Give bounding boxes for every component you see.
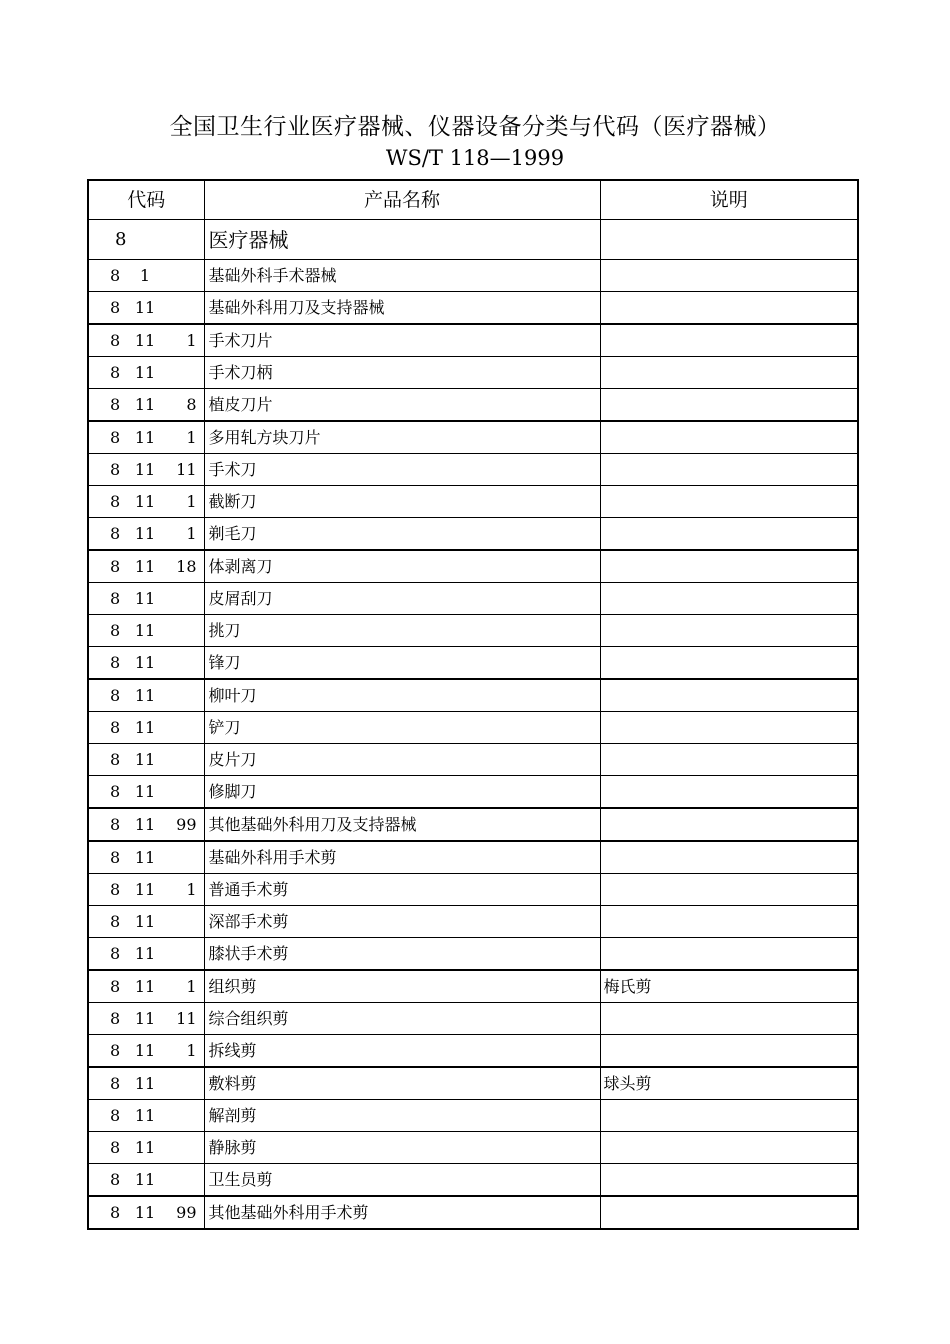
note-cell — [600, 647, 858, 680]
note-cell — [600, 1100, 858, 1132]
code-part-3: 8 — [186, 394, 197, 414]
note-cell — [600, 1003, 858, 1035]
note-cell — [600, 550, 858, 583]
product-name-cell: 基础外科手术器械 — [204, 260, 600, 292]
code-part-3: 18 — [176, 556, 197, 576]
note-cell — [600, 324, 858, 357]
code-part-2: 11 — [134, 620, 156, 640]
code-cell — [88, 583, 204, 615]
code-part-1: 8 — [110, 717, 121, 737]
table-row — [88, 744, 858, 776]
table-row — [88, 615, 858, 647]
note-cell — [600, 454, 858, 486]
product-name-cell: 基础外科用刀及支持器械 — [204, 292, 600, 325]
code-part-1: 8 — [110, 1202, 121, 1222]
header-code: 代码 — [88, 180, 204, 220]
product-name-cell: 柳叶刀 — [204, 679, 600, 712]
code-cell — [88, 712, 204, 744]
product-name-cell: 剃毛刀 — [204, 518, 600, 551]
code-part-3: 1 — [186, 1040, 197, 1060]
standard-number: WS/T 118—1999 — [385, 146, 565, 170]
table-row — [88, 260, 858, 292]
code-part-2: 11 — [134, 394, 156, 414]
code-part-2: 11 — [134, 847, 156, 867]
code-part-2: 11 — [134, 523, 156, 543]
code-cell — [88, 1003, 204, 1035]
note-cell — [600, 421, 858, 454]
code-part-2: 11 — [134, 427, 156, 447]
code-part-1: 8 — [115, 228, 127, 250]
code-part-2: 11 — [134, 685, 156, 705]
product-name-cell: 手术刀片 — [204, 324, 600, 357]
code-part-1: 8 — [110, 781, 121, 801]
note-cell — [600, 486, 858, 518]
code-part-1: 8 — [110, 911, 121, 931]
note-cell — [600, 841, 858, 874]
code-part-1: 8 — [110, 556, 121, 576]
code-cell — [88, 776, 204, 809]
code-part-2: 11 — [134, 1202, 156, 1222]
product-name-cell: 锋刀 — [204, 647, 600, 680]
code-part-2: 11 — [134, 459, 156, 479]
code-part-2: 11 — [134, 652, 156, 672]
code-cell — [88, 357, 204, 389]
code-part-3: 1 — [186, 491, 197, 511]
code-part-2: 1 — [139, 265, 151, 285]
code-cell — [88, 260, 204, 292]
code-cell — [88, 421, 204, 454]
product-name-cell: 手术刀柄 — [204, 357, 600, 389]
code-part-2: 11 — [134, 781, 156, 801]
product-name-cell: 拆线剪 — [204, 1035, 600, 1068]
code-cell — [88, 1035, 204, 1068]
note-cell — [600, 1164, 858, 1197]
classification-table — [87, 179, 859, 1230]
note-cell — [600, 808, 858, 841]
table-row — [88, 841, 858, 874]
note-cell — [600, 583, 858, 615]
table-row — [88, 550, 858, 583]
note-cell — [600, 906, 858, 938]
code-part-2: 11 — [134, 588, 156, 608]
code-part-2: 11 — [134, 749, 156, 769]
code-cell — [88, 647, 204, 680]
table-row — [88, 518, 858, 551]
code-cell — [88, 220, 204, 260]
code-part-2: 11 — [134, 717, 156, 737]
code-part-2: 11 — [134, 976, 156, 996]
code-part-2: 11 — [134, 879, 156, 899]
code-part-3: 11 — [176, 1008, 197, 1028]
code-cell — [88, 1196, 204, 1229]
table-header-row — [88, 180, 858, 220]
code-part-3: 1 — [186, 427, 197, 447]
code-part-2: 11 — [134, 491, 156, 511]
code-part-1: 8 — [110, 265, 121, 285]
code-part-1: 8 — [110, 749, 121, 769]
table-row — [88, 421, 858, 454]
product-name-cell: 手术刀 — [204, 454, 600, 486]
code-part-3: 11 — [176, 459, 197, 479]
code-part-1: 8 — [110, 1073, 121, 1093]
note-cell: 球头剪 — [600, 1067, 858, 1100]
product-name-cell: 挑刀 — [204, 615, 600, 647]
note-cell — [600, 874, 858, 906]
code-part-2: 11 — [134, 943, 156, 963]
code-part-2: 11 — [134, 1137, 156, 1157]
code-cell — [88, 938, 204, 971]
code-part-2: 11 — [134, 1105, 156, 1125]
table-row — [88, 808, 858, 841]
code-cell — [88, 1100, 204, 1132]
note-cell: 梅氏剪 — [600, 970, 858, 1003]
code-cell — [88, 454, 204, 486]
code-part-3: 1 — [186, 976, 197, 996]
code-part-1: 8 — [110, 1040, 121, 1060]
product-name-cell: 铲刀 — [204, 712, 600, 744]
table-row — [88, 324, 858, 357]
product-name-cell: 截断刀 — [204, 486, 600, 518]
code-part-2: 11 — [134, 1169, 156, 1189]
code-cell — [88, 1164, 204, 1197]
table-row — [88, 906, 858, 938]
code-cell — [88, 970, 204, 1003]
product-name-cell: 其他基础外科用手术剪 — [204, 1196, 600, 1229]
code-cell — [88, 874, 204, 906]
table-row — [88, 292, 858, 325]
product-name-cell: 医疗器械 — [204, 220, 600, 260]
note-cell — [600, 679, 858, 712]
product-name-cell: 皮片刀 — [204, 744, 600, 776]
code-cell — [88, 389, 204, 422]
document-title: 全国卫生行业医疗器械、仪器设备分类与代码（医疗器械） — [169, 114, 781, 140]
note-cell — [600, 1035, 858, 1068]
code-cell — [88, 841, 204, 874]
code-part-1: 8 — [110, 523, 121, 543]
product-name-cell: 敷料剪 — [204, 1067, 600, 1100]
table-row — [88, 486, 858, 518]
code-part-2: 11 — [134, 330, 156, 350]
code-part-1: 8 — [110, 297, 121, 317]
code-cell — [88, 906, 204, 938]
product-name-cell: 卫生员剪 — [204, 1164, 600, 1197]
code-part-2: 11 — [134, 814, 156, 834]
table-row — [88, 1035, 858, 1068]
code-cell — [88, 615, 204, 647]
code-part-1: 8 — [110, 685, 121, 705]
table-row — [88, 1196, 858, 1229]
code-part-1: 8 — [110, 620, 121, 640]
product-name-cell: 其他基础外科用刀及支持器械 — [204, 808, 600, 841]
note-cell — [600, 1132, 858, 1164]
product-name-cell: 修脚刀 — [204, 776, 600, 809]
note-cell — [600, 260, 858, 292]
product-name-cell: 静脉剪 — [204, 1132, 600, 1164]
code-part-1: 8 — [110, 1105, 121, 1125]
note-cell — [600, 389, 858, 422]
product-name-cell: 解剖剪 — [204, 1100, 600, 1132]
product-name-cell: 皮屑刮刀 — [204, 583, 600, 615]
code-part-1: 8 — [110, 491, 121, 511]
table-row — [88, 1100, 858, 1132]
note-cell — [600, 744, 858, 776]
code-cell — [88, 518, 204, 551]
code-part-2: 11 — [134, 911, 156, 931]
code-part-3: 99 — [176, 814, 197, 834]
note-cell — [600, 712, 858, 744]
code-part-1: 8 — [110, 362, 121, 382]
product-name-cell: 植皮刀片 — [204, 389, 600, 422]
note-cell — [600, 1196, 858, 1229]
table-row — [88, 220, 858, 260]
header-product-name: 产品名称 — [204, 180, 600, 220]
code-part-1: 8 — [110, 1169, 121, 1189]
code-part-2: 11 — [134, 1073, 156, 1093]
code-cell — [88, 324, 204, 357]
product-name-cell: 深部手术剪 — [204, 906, 600, 938]
table-row — [88, 874, 858, 906]
code-cell — [88, 1067, 204, 1100]
table-row — [88, 1003, 858, 1035]
code-part-2: 11 — [134, 556, 156, 576]
table-row — [88, 679, 858, 712]
table-row — [88, 712, 858, 744]
code-part-1: 8 — [110, 976, 121, 996]
code-cell — [88, 550, 204, 583]
product-name-cell: 普通手术剪 — [204, 874, 600, 906]
table-row — [88, 357, 858, 389]
code-part-2: 11 — [134, 1008, 156, 1028]
code-part-1: 8 — [110, 943, 121, 963]
code-part-3: 99 — [176, 1202, 197, 1222]
table-row — [88, 1164, 858, 1197]
code-part-1: 8 — [110, 879, 121, 899]
table-row — [88, 583, 858, 615]
code-cell — [88, 679, 204, 712]
code-part-3: 1 — [186, 330, 197, 350]
product-name-cell: 体剥离刀 — [204, 550, 600, 583]
code-part-3: 1 — [186, 523, 197, 543]
code-cell — [88, 744, 204, 776]
code-part-1: 8 — [110, 1008, 121, 1028]
code-part-1: 8 — [110, 652, 121, 672]
note-cell — [600, 938, 858, 971]
table-body — [88, 180, 858, 1229]
code-part-1: 8 — [110, 847, 121, 867]
table-row — [88, 1067, 858, 1100]
note-cell — [600, 220, 858, 260]
code-part-2: 11 — [134, 297, 156, 317]
note-cell — [600, 615, 858, 647]
code-part-1: 8 — [110, 330, 121, 350]
table-row — [88, 938, 858, 971]
product-name-cell: 膝状手术剪 — [204, 938, 600, 971]
product-name-cell: 组织剪 — [204, 970, 600, 1003]
code-part-1: 8 — [110, 459, 121, 479]
code-part-1: 8 — [110, 394, 121, 414]
table-row — [88, 1132, 858, 1164]
product-name-cell: 多用轧方块刀片 — [204, 421, 600, 454]
code-part-1: 8 — [110, 427, 121, 447]
product-name-cell: 综合组织剪 — [204, 1003, 600, 1035]
header-note: 说明 — [600, 180, 858, 220]
code-part-2: 11 — [134, 362, 156, 382]
code-part-2: 11 — [134, 1040, 156, 1060]
code-cell — [88, 808, 204, 841]
code-cell — [88, 486, 204, 518]
table-row — [88, 647, 858, 680]
code-part-1: 8 — [110, 1137, 121, 1157]
table-row — [88, 970, 858, 1003]
note-cell — [600, 357, 858, 389]
note-cell — [600, 518, 858, 551]
table-row — [88, 454, 858, 486]
note-cell — [600, 292, 858, 325]
table-row — [88, 389, 858, 422]
product-name-cell: 基础外科用手术剪 — [204, 841, 600, 874]
code-part-1: 8 — [110, 814, 121, 834]
code-part-3: 1 — [186, 879, 197, 899]
code-part-1: 8 — [110, 588, 121, 608]
note-cell — [600, 776, 858, 809]
code-cell — [88, 292, 204, 325]
code-cell — [88, 1132, 204, 1164]
table-row — [88, 776, 858, 809]
